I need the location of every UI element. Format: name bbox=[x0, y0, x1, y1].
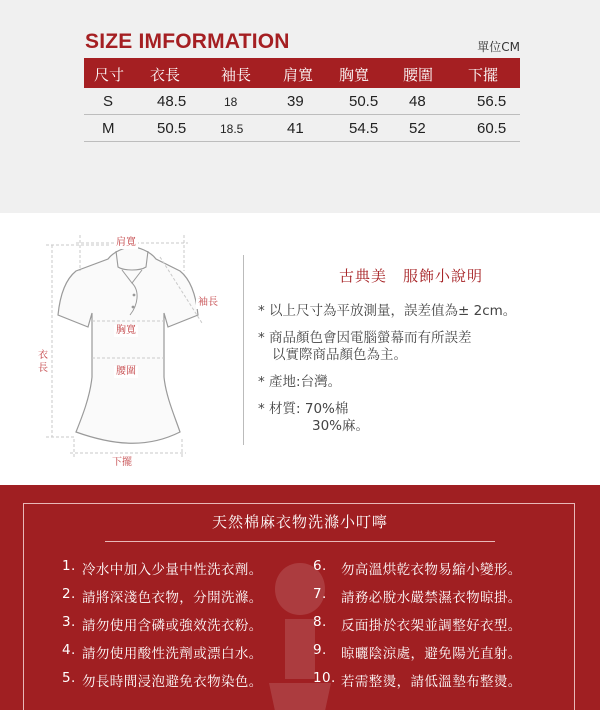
cell-sleeve: 18.5 bbox=[220, 122, 244, 136]
list-item bbox=[313, 558, 522, 586]
item-text: 請務必脫水嚴禁濕衣物晾掛。 bbox=[341, 590, 522, 606]
item-number: 1. bbox=[62, 558, 76, 574]
wash-title: 天然棉麻衣物洗滌小叮嚀 bbox=[211, 513, 388, 531]
item-number: 3. bbox=[62, 614, 76, 630]
item-number: 9. bbox=[313, 642, 327, 658]
note-line: 以實際商品顏色為主。 bbox=[272, 347, 407, 363]
list-item bbox=[313, 614, 522, 642]
wash-list-left bbox=[62, 558, 263, 698]
cell-chest: 50.5 bbox=[349, 93, 379, 110]
cell-chest: 54.5 bbox=[349, 120, 379, 137]
item-number: 5. bbox=[62, 670, 76, 686]
cell-size: M bbox=[102, 120, 115, 137]
divider bbox=[243, 255, 244, 445]
size-title: SIZE IMFORMATION bbox=[85, 30, 290, 53]
label-length: 衣長 bbox=[38, 350, 48, 374]
cell-hem: 56.5 bbox=[477, 93, 507, 110]
item-number: 8. bbox=[313, 614, 327, 630]
cell-length: 50.5 bbox=[157, 120, 187, 137]
cell-waist: 48 bbox=[409, 93, 426, 110]
wash-title-underline bbox=[105, 541, 495, 542]
wash-instructions-section bbox=[0, 485, 600, 710]
cell-shoulder: 41 bbox=[287, 120, 304, 137]
note-line: 30%麻。 bbox=[312, 418, 370, 434]
item-text: 晾曬陰涼處，避免陽光直射。 bbox=[341, 646, 522, 662]
cell-sleeve: 18 bbox=[224, 95, 238, 109]
list-item bbox=[313, 586, 522, 614]
item-text: 請將深淺色衣物，分開洗滌。 bbox=[82, 590, 263, 606]
header-sleeve: 袖長 bbox=[221, 66, 252, 84]
item-text: 冷水中加入少量中性洗衣劑。 bbox=[82, 562, 263, 578]
list-item bbox=[62, 558, 263, 586]
label-shoulder: 肩寬 bbox=[116, 237, 136, 248]
header-shoulder: 肩寬 bbox=[283, 66, 314, 84]
size-table-header bbox=[84, 58, 520, 88]
size-table bbox=[84, 58, 520, 142]
list-item bbox=[62, 586, 263, 614]
qipao-outline-icon bbox=[30, 227, 240, 477]
list-item bbox=[313, 642, 522, 670]
garment-info-section bbox=[0, 213, 600, 485]
item-text: 請勿使用含磷或強效洗衣粉。 bbox=[82, 618, 263, 634]
note-line: * 材質: 70%棉 bbox=[258, 401, 349, 417]
header-chest: 胸寬 bbox=[339, 66, 370, 84]
cell-length: 48.5 bbox=[157, 93, 187, 110]
item-text: 勿高溫烘乾衣物易縮小變形。 bbox=[341, 562, 522, 578]
item-number: 6. bbox=[313, 558, 327, 574]
item-text: 反面掛於衣架並調整好衣型。 bbox=[341, 618, 522, 634]
header-size: 尺寸 bbox=[94, 66, 125, 84]
cell-size: S bbox=[103, 93, 114, 110]
note-item bbox=[258, 303, 588, 320]
size-unit: 單位CM bbox=[477, 40, 520, 54]
header-hem: 下擺 bbox=[468, 66, 499, 84]
label-waist: 腰圍 bbox=[116, 366, 136, 377]
item-text: 若需整燙，請低溫墊布整燙。 bbox=[341, 674, 522, 690]
table-row bbox=[84, 115, 520, 142]
item-number: 2. bbox=[62, 586, 76, 602]
list-item bbox=[62, 642, 263, 670]
cell-waist: 52 bbox=[409, 120, 426, 137]
label-chest: 胸寬 bbox=[116, 325, 136, 336]
note-item bbox=[258, 401, 588, 435]
label-sleeve: 袖長 bbox=[198, 297, 218, 308]
note-line: * 以上尺寸為平放測量，誤差值為± 2cm。 bbox=[258, 303, 517, 319]
list-item bbox=[313, 670, 522, 698]
note-item bbox=[258, 330, 588, 364]
header-length: 衣長 bbox=[150, 66, 181, 84]
note-item bbox=[258, 374, 588, 391]
cell-shoulder: 39 bbox=[287, 93, 304, 110]
item-number: 7. bbox=[313, 586, 327, 602]
item-text: 勿長時間浸泡避免衣物染色。 bbox=[82, 674, 263, 690]
note-line: * 商品顏色會因電腦螢幕而有所誤差 bbox=[258, 330, 472, 346]
size-information-section bbox=[0, 0, 600, 213]
item-text: 請勿使用酸性洗劑或漂白水。 bbox=[82, 646, 263, 662]
info-title: 古典美 服飾小說明 bbox=[339, 267, 484, 285]
label-hem: 下擺 bbox=[112, 457, 132, 468]
wash-list-right bbox=[313, 558, 522, 698]
cell-hem: 60.5 bbox=[477, 120, 507, 137]
header-waist: 腰圍 bbox=[403, 66, 434, 84]
list-item bbox=[62, 670, 263, 698]
note-line: * 產地:台灣。 bbox=[258, 374, 342, 390]
list-item bbox=[62, 614, 263, 642]
table-row bbox=[84, 88, 520, 115]
item-number: 4. bbox=[62, 642, 76, 658]
garment-diagram bbox=[30, 227, 240, 477]
notes-list bbox=[258, 303, 588, 445]
item-number: 10. bbox=[313, 670, 336, 686]
